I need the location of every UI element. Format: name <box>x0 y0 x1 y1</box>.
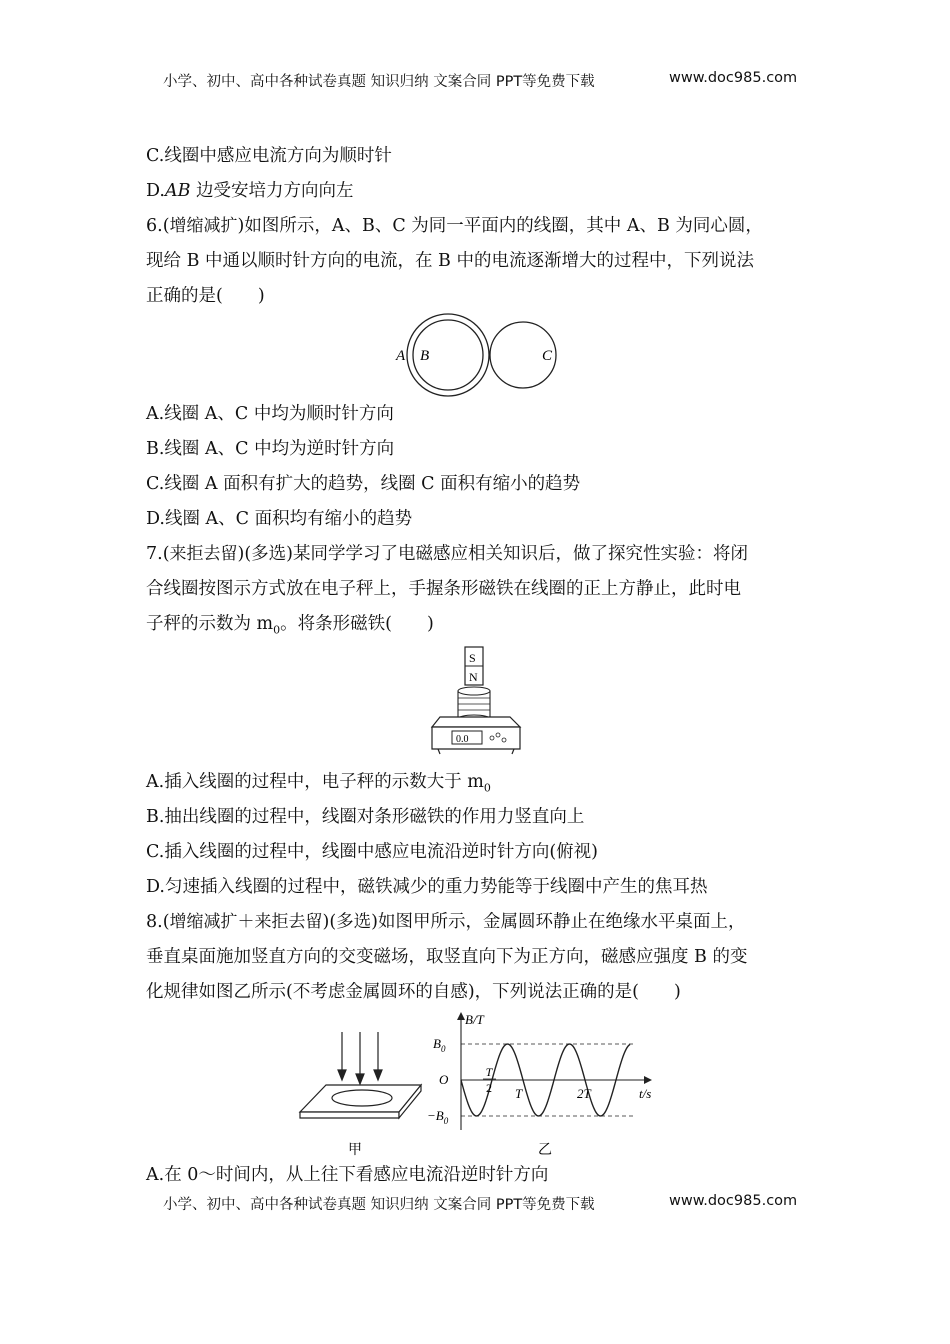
x-axis-label: t/s <box>639 1086 652 1101</box>
caption-jia: 甲 <box>348 1143 362 1158</box>
q7-stem-line2: 合线圈按图示方式放在电子秤上，手握条形磁铁在线圈的正上方静止，此时电 <box>146 579 741 599</box>
q6-stem-line2: 现给 B 中通以顺时针方向的电流，在 B 中的电流逐渐增大的过程中，下列说法 <box>146 251 754 271</box>
q6-option-d: D.线圈 A、C 面积均有缩小的趋势 <box>146 509 413 529</box>
label-t: T <box>515 1086 523 1101</box>
header-url[interactable]: www.doc985.com <box>669 70 798 86</box>
q5-option-d: D.AB 边受安培力方向向左 <box>146 181 354 201</box>
label-origin: O <box>439 1072 449 1087</box>
q6-option-b: B.线圈 A、C 中均为逆时针方向 <box>146 439 395 459</box>
y-axis-label: B/T <box>465 1012 484 1027</box>
q7-tag: 来拒去留 <box>169 544 238 564</box>
q6-stem-line1: 6.(增缩减扩)如图所示，A、B、C 为同一平面内的线圈，其中 A、B 为同心圆， <box>146 216 763 236</box>
q7-figure-scale <box>428 645 528 757</box>
label-half-t-num: T <box>485 1065 493 1079</box>
footer-url[interactable]: www.doc985.com <box>669 1193 798 1209</box>
label-b0: $B_0$ <box>433 1036 446 1054</box>
q8-figure-jia <box>296 1030 431 1160</box>
q7-stem-line1: 7.(来拒去留)(多选)某同学学习了电磁感应相关知识后，做了探究性实验：将闭 <box>146 544 749 564</box>
q5-option-c: C.线圈中感应电流方向为顺时针 <box>146 146 392 166</box>
display-value: 0.0 <box>456 734 469 745</box>
label-neg-b0: $-B_0$ <box>427 1108 449 1126</box>
field-arrows <box>338 1032 382 1084</box>
q6-figure-coils <box>390 312 570 398</box>
q8-stem-line2: 垂直桌面施加竖直方向的交变磁场，取竖直向下为正方向，磁感应强度 B 的变 <box>146 947 748 967</box>
magnet-s: S <box>469 651 476 665</box>
q7-option-a: A.插入线圈的过程中，电子秤的示数大于 $m_0$ <box>146 772 491 795</box>
label-half-t-den: 2 <box>486 1081 492 1095</box>
metal-ring <box>332 1090 392 1106</box>
q7-stem-line3: 子秤的示数为 $m_0$。将条形磁铁( ) <box>146 614 434 637</box>
q8-tag: 增缩减扩＋来拒去留 <box>169 912 323 932</box>
header-text: 小学、初中、高中各种试卷真题 知识归纳 文案合同 PPT等免费下载 <box>163 74 595 90</box>
q6-option-c: C.线圈 A 面积有扩大的趋势，线圈 C 面积有缩小的趋势 <box>146 474 581 494</box>
label-a: A <box>396 348 406 364</box>
magnet-n: N <box>469 670 478 684</box>
label-2t: 2T <box>577 1086 591 1101</box>
footer-text: 小学、初中、高中各种试卷真题 知识归纳 文案合同 PPT等免费下载 <box>163 1197 595 1213</box>
q8-option-a: A.在 0～时间内，从上往下看感应电流沿逆时针方向 <box>146 1165 549 1185</box>
q6-option-a: A.线圈 A、C 中均为顺时针方向 <box>146 404 394 424</box>
q7-option-b: B.抽出线圈的过程中，线圈对条形磁铁的作用力竖直向上 <box>146 807 585 827</box>
q6-tag: 增缩减扩 <box>169 216 238 236</box>
label-c: C <box>542 348 553 364</box>
caption-yi: 乙 <box>538 1143 552 1158</box>
q7-option-d: D.匀速插入线圈的过程中，磁铁减少的重力势能等于线圈中产生的焦耳热 <box>146 877 708 897</box>
q8-stem-line1: 8.(增缩减扩＋来拒去留)(多选)如图甲所示，金属圆环静止在绝缘水平桌面上， <box>146 912 746 932</box>
q8-stem-line3: 化规律如图乙所示(不考虑金属圆环的自感)，下列说法正确的是( ) <box>146 982 681 1002</box>
q7-option-c: C.插入线圈的过程中，线圈中感应电流沿逆时针方向(俯视) <box>146 842 598 862</box>
label-b: B <box>420 348 430 364</box>
q8-figure-yi <box>425 1010 675 1160</box>
q6-stem-line3: 正确的是( ) <box>146 286 265 306</box>
